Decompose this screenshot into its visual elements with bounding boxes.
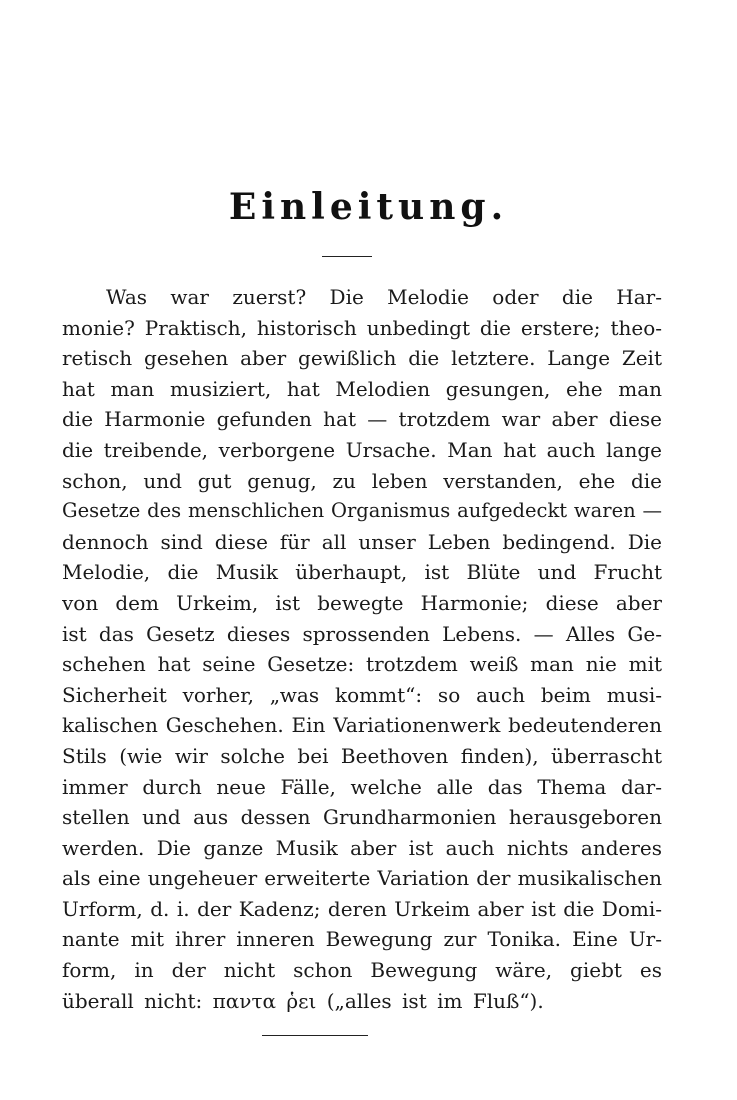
- text-line: überall nicht: παντα ῥει („alles ist im Fluß“).: [62, 988, 544, 1013]
- text-line: ist das Gesetz dieses sprossenden Lebens. — Alles Ge-: [62, 621, 662, 646]
- text-line: Sicherheit vorher, „was kommt“: so auch beim musi-: [62, 682, 662, 707]
- text-line: die treibende, verborgene Ursache. Man hat auch lange: [62, 437, 662, 462]
- text-line: Melodie, die Musik überhaupt, ist Blüte und Frucht: [62, 560, 662, 585]
- text-line: monie? Praktisch, historisch unbedingt die erstere; theo-: [62, 315, 662, 340]
- text-line: Urform, d. i. der Kadenz; deren Urkeim aber ist die Domi-: [62, 896, 662, 921]
- text-line: schehen hat seine Gesetze: trotzdem weiß man nie mit: [62, 652, 662, 677]
- text-line: stellen und aus dessen Grundharmonien herausgeboren: [62, 805, 662, 830]
- text-line: Stils (wie wir solche bei Beethoven finden), überrascht: [62, 743, 662, 768]
- text-line: werden. Die ganze Musik aber ist auch nichts anderes: [62, 835, 662, 860]
- text-line: Gesetze des menschlichen Organismus aufgedeckt waren —: [62, 499, 662, 523]
- text-line: form, in der nicht schon Bewegung wäre, giebt es: [62, 958, 662, 983]
- text-line: dennoch sind diese für all unser Leben bedingend. Die: [62, 529, 662, 554]
- text-line: die Harmonie gefunden hat — trotzdem war aber diese: [62, 407, 662, 432]
- text-line: hat man musiziert, hat Melodien gesungen, ehe man: [62, 376, 662, 401]
- title-divider: [322, 256, 372, 257]
- chapter-title: Einleitung.: [228, 186, 509, 228]
- text-line: von dem Urkeim, ist bewegte Harmonie; diese aber: [62, 590, 662, 615]
- body-paragraph: [62, 282, 662, 1016]
- text-line: nante mit ihrer inneren Bewegung zur Tonika. Eine Ur-: [62, 927, 662, 952]
- text-line: immer durch neue Fälle, welche alle das Thema dar-: [62, 774, 662, 799]
- text-line: retisch gesehen aber gewißlich die letztere. Lange Zeit: [62, 346, 662, 371]
- text-line: als eine ungeheuer erweiterte Variation der musikalischen: [62, 866, 662, 891]
- text-line: schon, und gut genug, zu leben verstanden, ehe die: [62, 468, 662, 493]
- closing-divider: [262, 1035, 368, 1036]
- text-line: kalischen Geschehen. Ein Variationenwerk bedeutenderen: [62, 713, 662, 738]
- text-line: Was war zuerst? Die Melodie oder die Har-: [106, 285, 662, 309]
